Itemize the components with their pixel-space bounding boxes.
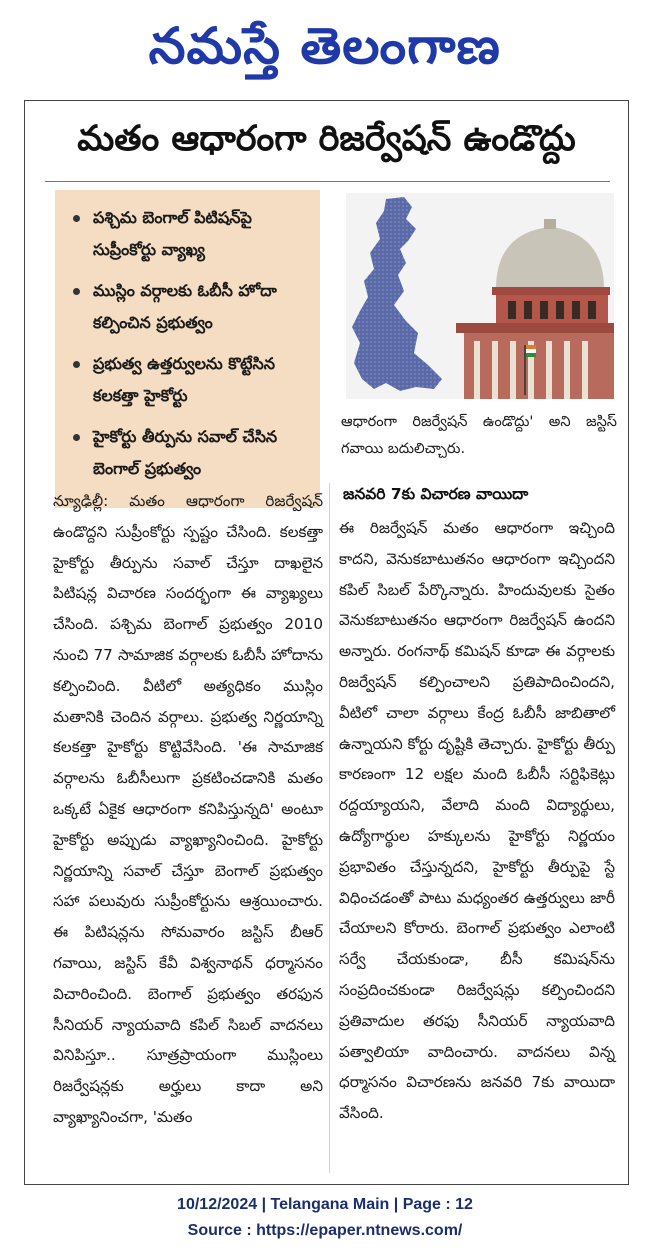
article-body-right: ఈ రిజర్వేషన్ మతం ఆధారంగా ఇచ్చింది కాదని, వెనుకబాటుతనం ఆధారంగా ఇచ్చిందని కపిల్ సిబల్ పేర్కొన్నారు. హిందువులకు సైతం వెనుకబాటుతనం ఆధారంగా రిజర్వేషన్ ఉందని అన్నారు. రంగనాథ్ కమిషన్ కూడా ఈ వర్గాలకు రిజర్వేషన్ కల్పించాలని ప్రతిపాదించిందని, వీటిలో చాలా వర్గాలు కేంద్ర ఓబీసీ జాబితాలో ఉన్నాయని కోర్టు దృష్టికి తెచ్చారు. హైకోర్టు తీర్పు కారణంగా 12 లక్షల మంది ఓబీసీ సర్టిఫికెట్లు రద్దయ్యాయని, వేలాది మంది విద్యార్థులు, ఉద్యోగార్థుల హక్కులను హైకోర్టు నిర్ణయం ప్రభావితం చేస్తున్నదని, హైకోర్టు తీర్పుపై స్టే విధించడంతో పాటు మధ్యంతర ఉత్తర్వులు జారీ చేయాలని కోరారు. బెంగాల్ ప్రభుత్వం ఎలాంటి సర్వే చేయకుండా, బీసీ కమిషన్‌ను సంప్రదించకుండా రిజర్వేషన్లు కల్పించిందని ప్రతివాదుల తరఫు సీనియర్ న్యాయవాది పత్వాలియా వాదించారు. వాదనలు విన్న ధర్మాసనం విచారణను జనవరి 7కు వాయిదా వేసింది. [339, 519, 615, 1123]
article-photo [346, 193, 614, 399]
highlight-item [69, 275, 310, 339]
article-headline: మతం ఆధారంగా రిజర్వేషన్ ఉండొద్దు [77, 119, 576, 159]
headline-divider [45, 181, 610, 182]
article-body-left: న్యూఢిల్లీ: మతం ఆధారంగా రిజర్వేషన్ ఉండొద్దని సుప్రీంకోర్టు స్పష్టం చేసింది. కలకత్తా హైకోర్టు తీర్పును సవాల్ చేస్తూ దాఖలైన పిటిషన్ల విచారణ సందర్భంగా ఈ వ్యాఖ్యలు చేసింది. పశ్చిమ బెంగాల్ ప్రభుత్వం 2010 నుంచి 77 సామాజిక వర్గాలకు ఓబీసీ హోదాను కల్పించింది. వీటిలో అత్యధికం ముస్లిం మతానికి చెందిన వర్గాలు. ప్రభుత్వ నిర్ణయాన్ని కలకత్తా హైకోర్టు కొట్టివేసింది. 'ఈ సామాజిక వర్గాలను ఓబీసీలుగా ప్రకటించడానికి మతం ఒక్కటే ఏకైక ఆధారంగా కనిపిస్తున్నది' అంటూ హైకోర్టు అప్పుడు వ్యాఖ్యానించింది. హైకోర్టు నిర్ణయాన్ని సవాల్ చేస్తూ బెంగాల్ ప్రభుత్వం సహా పలువురు సుప్రీంకోర్టును ఆశ్రయించారు. ఈ పిటిషన్లను సోమవారం జస్టిస్ బీఆర్ గవాయి, జస్టిస్ కేవీ విశ్వనాథన్ ధర్మాసనం విచారించింది. బెంగాల్ ప్రభుత్వం తరఫున సీనియర్ న్యాయవాది కపిల్ సిబల్ వాదనలు వినిపిస్తూ.. సూత్రప్రాయంగా ముస్లింలు రిజర్వేషన్లకు అర్హులు కాదా అని వ్యాఖ్యానించగా, 'మతం [53, 492, 323, 1126]
highlight-item [69, 202, 310, 266]
footer-edition-line: 10/12/2024 | Telangana Main | Page : 12 [177, 1196, 473, 1213]
photo-caption: ఆధారంగా రిజర్వేషన్ ఉండొద్దు' అని జస్టిస్ గవాయి బదులిచ్చారు. [341, 414, 617, 457]
highlight-item [69, 348, 310, 412]
bullet-icon [73, 361, 80, 368]
highlight-text: హైకోర్టు తీర్పును సవాల్ చేసిన బెంగాల్ ప్రభుత్వం [93, 427, 278, 478]
bullet-icon [73, 288, 80, 295]
masthead-title: నమస్తే తెలంగాణ [148, 17, 502, 75]
masthead [0, 0, 650, 92]
column-divider [329, 483, 330, 1173]
footer-source-link[interactable]: Source : https://epaper.ntnews.com/ [187, 1222, 463, 1239]
page-footer [0, 1192, 650, 1244]
supreme-court-photo [346, 193, 614, 399]
highlight-text: పశ్చిమ బెంగాల్ పిటిషన్‌పై సుప్రీంకోర్టు వ్యాఖ్య [93, 208, 252, 259]
highlight-text: ముస్లిం వర్గాలకు ఓబీసీ హోదా కల్పించిన ప్రభుత్వం [93, 281, 277, 332]
news-clipping [24, 100, 629, 1185]
bullet-icon [73, 215, 80, 222]
highlight-item [69, 421, 310, 485]
highlights-box [55, 190, 320, 508]
highlight-text: ప్రభుత్వ ఉత్తర్వులను కొట్టేసిన కలకత్తా హైకోర్టు [93, 354, 275, 405]
article-subhead: జనవరి 7కు విచారణ వాయిదా [343, 485, 529, 503]
bullet-icon [73, 434, 80, 441]
